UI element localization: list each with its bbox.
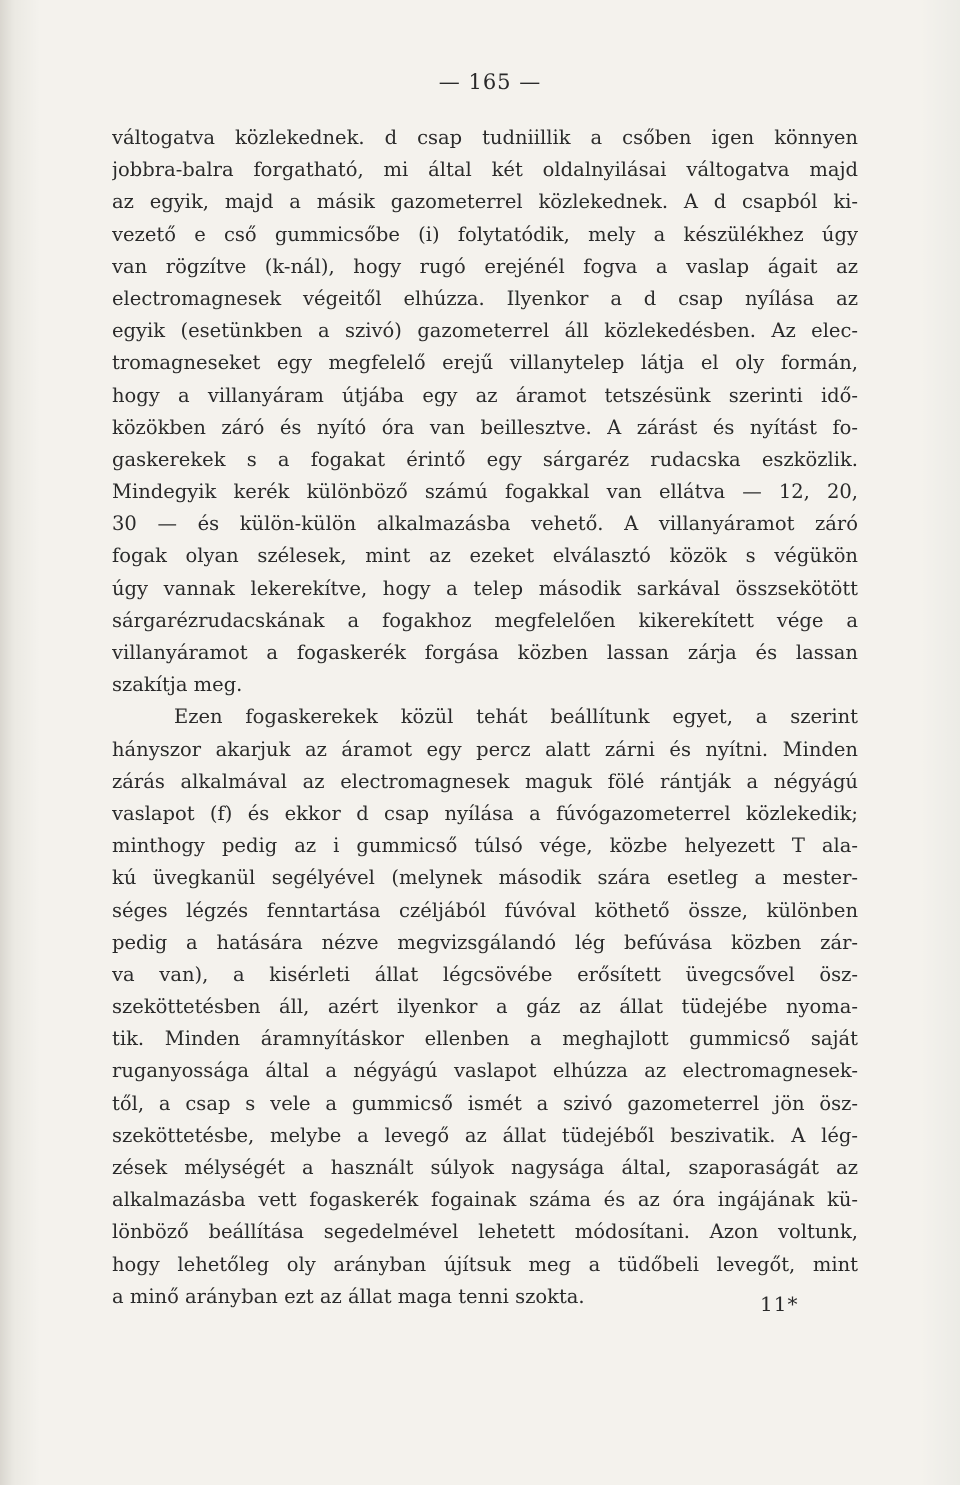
text-line: közökben záró és nyító óra van beillesztve. A zárást és nyítást fo- [112, 415, 858, 439]
text-line: vezető e cső gummicsőbe (i) folytatódik, mely a készülékhez úgy [112, 222, 858, 246]
text-line: szeköttetésbe, melybe a levegő az állat tüdejéből beszivatik. A lég- [112, 1123, 858, 1147]
text-line: Ezen fogaskerekek közül tehát beállítunk egyet, a szerint [174, 705, 858, 729]
text-line: alkalmazásba vett fogaskerék fogainak száma és az óra ingájának kü- [112, 1188, 858, 1212]
text-line: től, a csap s vele a gummicső ismét a szivó gazometerrel jön ösz- [112, 1091, 858, 1115]
text-line: electromagnesek végeitől elhúzza. Ilyenkor a d csap nyílása az [112, 286, 858, 310]
text-line: szakítja meg. [112, 673, 243, 697]
text-line: gaskerekek s a fogakat érintő egy sárgaréz rudacska eszközlik. [112, 447, 858, 471]
text-line: hányszor akarjuk az áramot egy percz alatt zárni és nyítni. Minden [112, 737, 858, 761]
text-line: zárás alkalmával az electromagnesek maguk fölé rántják a négyágú [112, 769, 858, 793]
text-line: kú üvegkanül segélyével (melynek második szára esetleg a mester- [112, 866, 858, 890]
text-line: úgy vannak lekerekítve, hogy a telep második sarkával összsekötött [112, 576, 858, 600]
text-line: minthogy pedig az i gummicső túlsó vége, közbe helyezett T ala- [112, 834, 858, 858]
text-line: Mindegyik kerék különböző számú fogakkal van ellátva — 12, 20, [112, 480, 858, 504]
text-line: villanyáramot a fogaskerék forgása közben lassan zárja és lassan [112, 641, 858, 664]
body-text [112, 122, 858, 1313]
text-line: fogak olyan szélesek, mint az ezeket elválasztó közök s végükön [112, 544, 858, 568]
text-line: hogy a villanyáram útjába egy az áramot tetszésünk szerinti idő- [112, 383, 858, 407]
text-line: pedig a hatására nézve megvizsgálandó lég befúvása közben zár- [112, 930, 858, 954]
text-line: váltogatva közlekednek. d csap tudniillik a csőben igen könnyen [112, 126, 858, 149]
text-line: va van), a kisérleti állat légcsövébe erősített üvegcsővel ösz- [112, 962, 858, 986]
text-line: lönböző beállítása segedelmével lehetett módosítani. Azon voltunk, [112, 1220, 858, 1244]
text-line: van rögzítve (k-nál), hogy rugó erejénél fogva a vaslap ágait az [112, 254, 858, 278]
text-line: egyik (esetünkben a szivó) gazometerrel áll közlekedésben. Az elec- [112, 319, 858, 343]
sheet-signature-mark: 11* [760, 1292, 799, 1316]
text-line: hogy lehetőleg oly arányban újítsuk meg a tüdőbeli levegőt, mint [112, 1252, 858, 1276]
page-number: — 165 — [438, 70, 542, 94]
text-line: jobbra-balra forgatható, mi által két oldalnyilásai váltogatva majd [112, 158, 858, 182]
text-line: tik. Minden áramnyításkor ellenben a meghajlott gummicső saját [112, 1027, 858, 1051]
text-line: szeköttetésben áll, azért ilyenkor a gáz az állat tüdejébe nyoma- [112, 995, 858, 1019]
text-line: zések mélységét a használt súlyok nagysága által, szaporaságát az [112, 1156, 858, 1179]
text-line: az egyik, majd a másik gazometerrel közlekednek. A d csapból ki- [112, 190, 858, 214]
text-line: 30 — és külön-külön alkalmazásba vehető. A villanyáramot záró [112, 512, 858, 536]
text-line: vaslapot (f) és ekkor d csap nyílása a fúvógazometerrel közlekedik; [112, 801, 858, 825]
text-line: tromagneseket egy megfelelő erejű villanytelep látja el oly formán, [112, 351, 858, 375]
text-line: ruganyossága által a négyágú vaslapot elhúzza az electromagnesek- [112, 1059, 858, 1083]
text-line: sárgarézrudacskának a fogakhoz megfelelően kikerekített vége a [112, 608, 858, 632]
text-line: séges légzés fenntartása czéljából fúvóval köthető össze, különben [112, 898, 858, 922]
text-line: a minő arányban ezt az állat maga tenni szokta. [112, 1284, 585, 1308]
